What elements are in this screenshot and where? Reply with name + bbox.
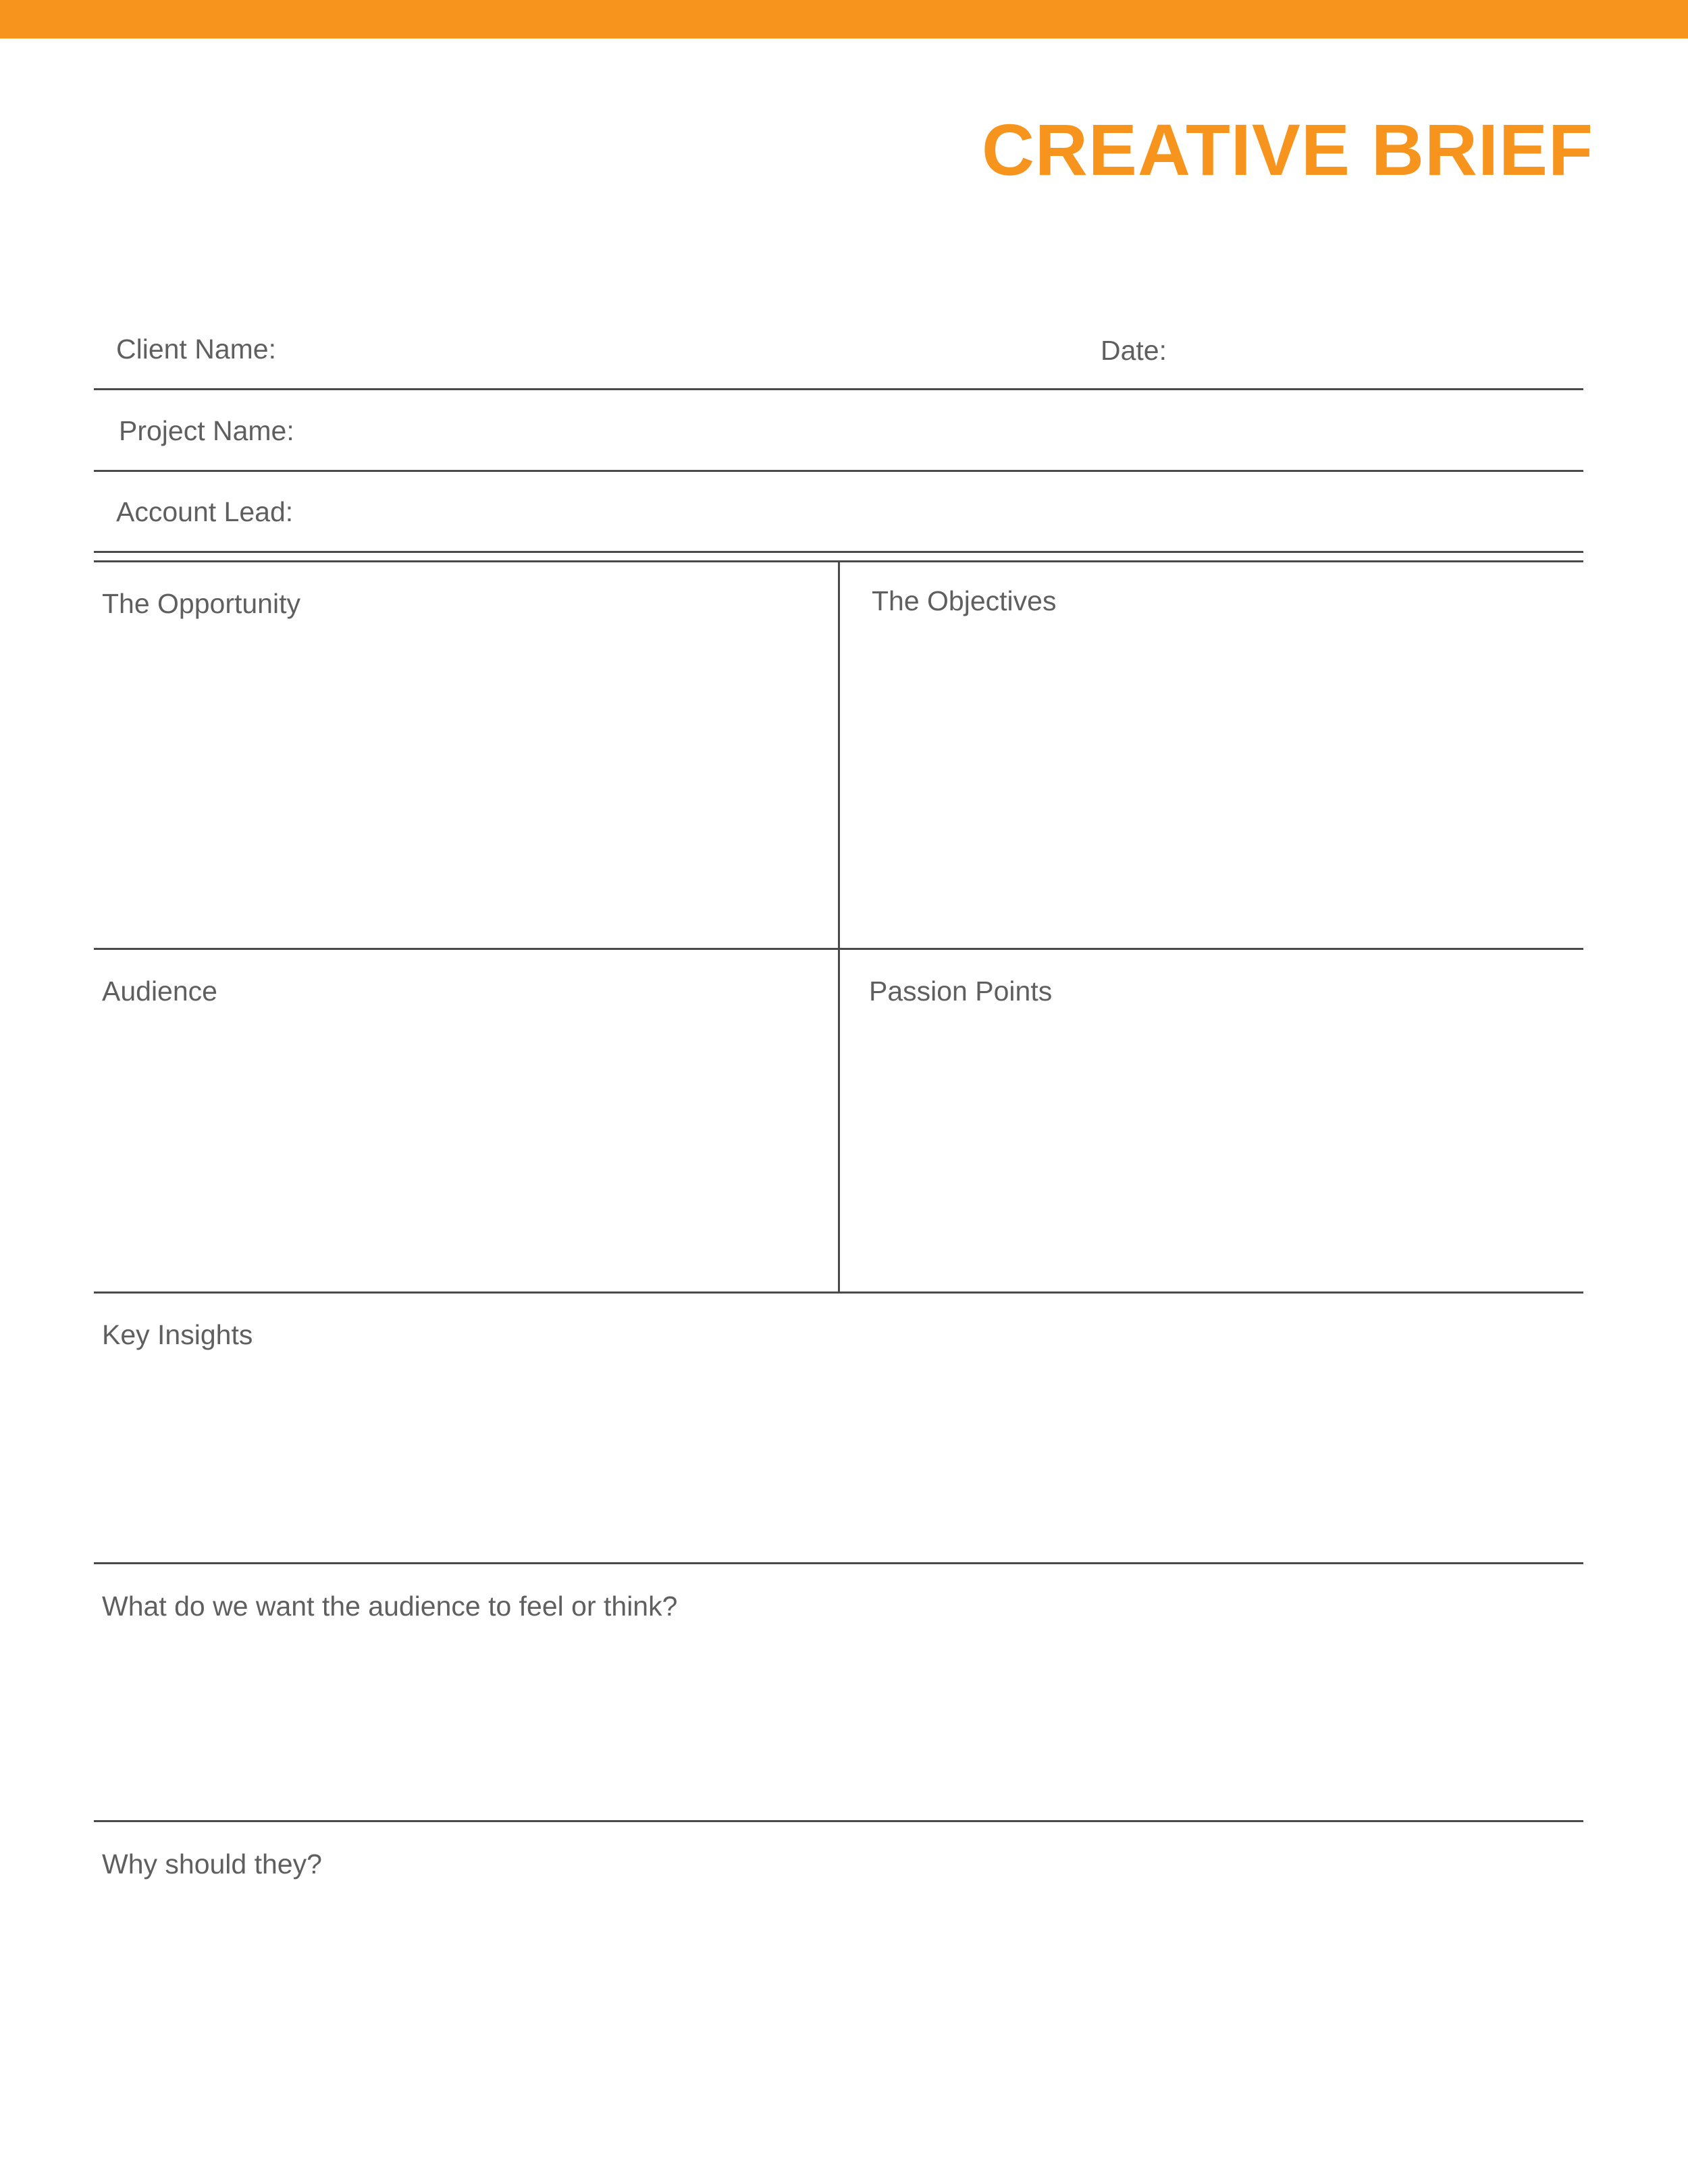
passion-points-heading: Passion Points <box>869 976 1053 1007</box>
row-divider-4 <box>94 1820 1583 1822</box>
row-divider-3 <box>94 1562 1583 1564</box>
objectives-heading: The Objectives <box>872 585 1057 616</box>
feel-or-think-heading: What do we want the audience to feel or think? <box>102 1591 678 1622</box>
project-name-label: Project Name: <box>119 415 294 446</box>
key-insights-heading: Key Insights <box>102 1319 253 1350</box>
account-lead-label: Account Lead: <box>116 496 294 527</box>
account-lead-field-line[interactable] <box>94 551 1583 553</box>
client-name-label: Client Name: <box>116 334 276 365</box>
project-name-field-line[interactable] <box>94 470 1583 472</box>
top-accent-bar <box>0 0 1688 38</box>
audience-heading: Audience <box>102 976 217 1007</box>
page-title: CREATIVE BRIEF <box>981 109 1593 190</box>
why-should-they-heading: Why should they? <box>102 1848 322 1880</box>
row-divider-1 <box>94 948 1583 950</box>
client-name-field-line[interactable] <box>94 388 1583 390</box>
row-divider-2 <box>94 1291 1583 1294</box>
column-divider-top <box>838 562 840 1292</box>
date-label: Date: <box>1101 335 1167 366</box>
opportunity-heading: The Opportunity <box>102 588 300 619</box>
